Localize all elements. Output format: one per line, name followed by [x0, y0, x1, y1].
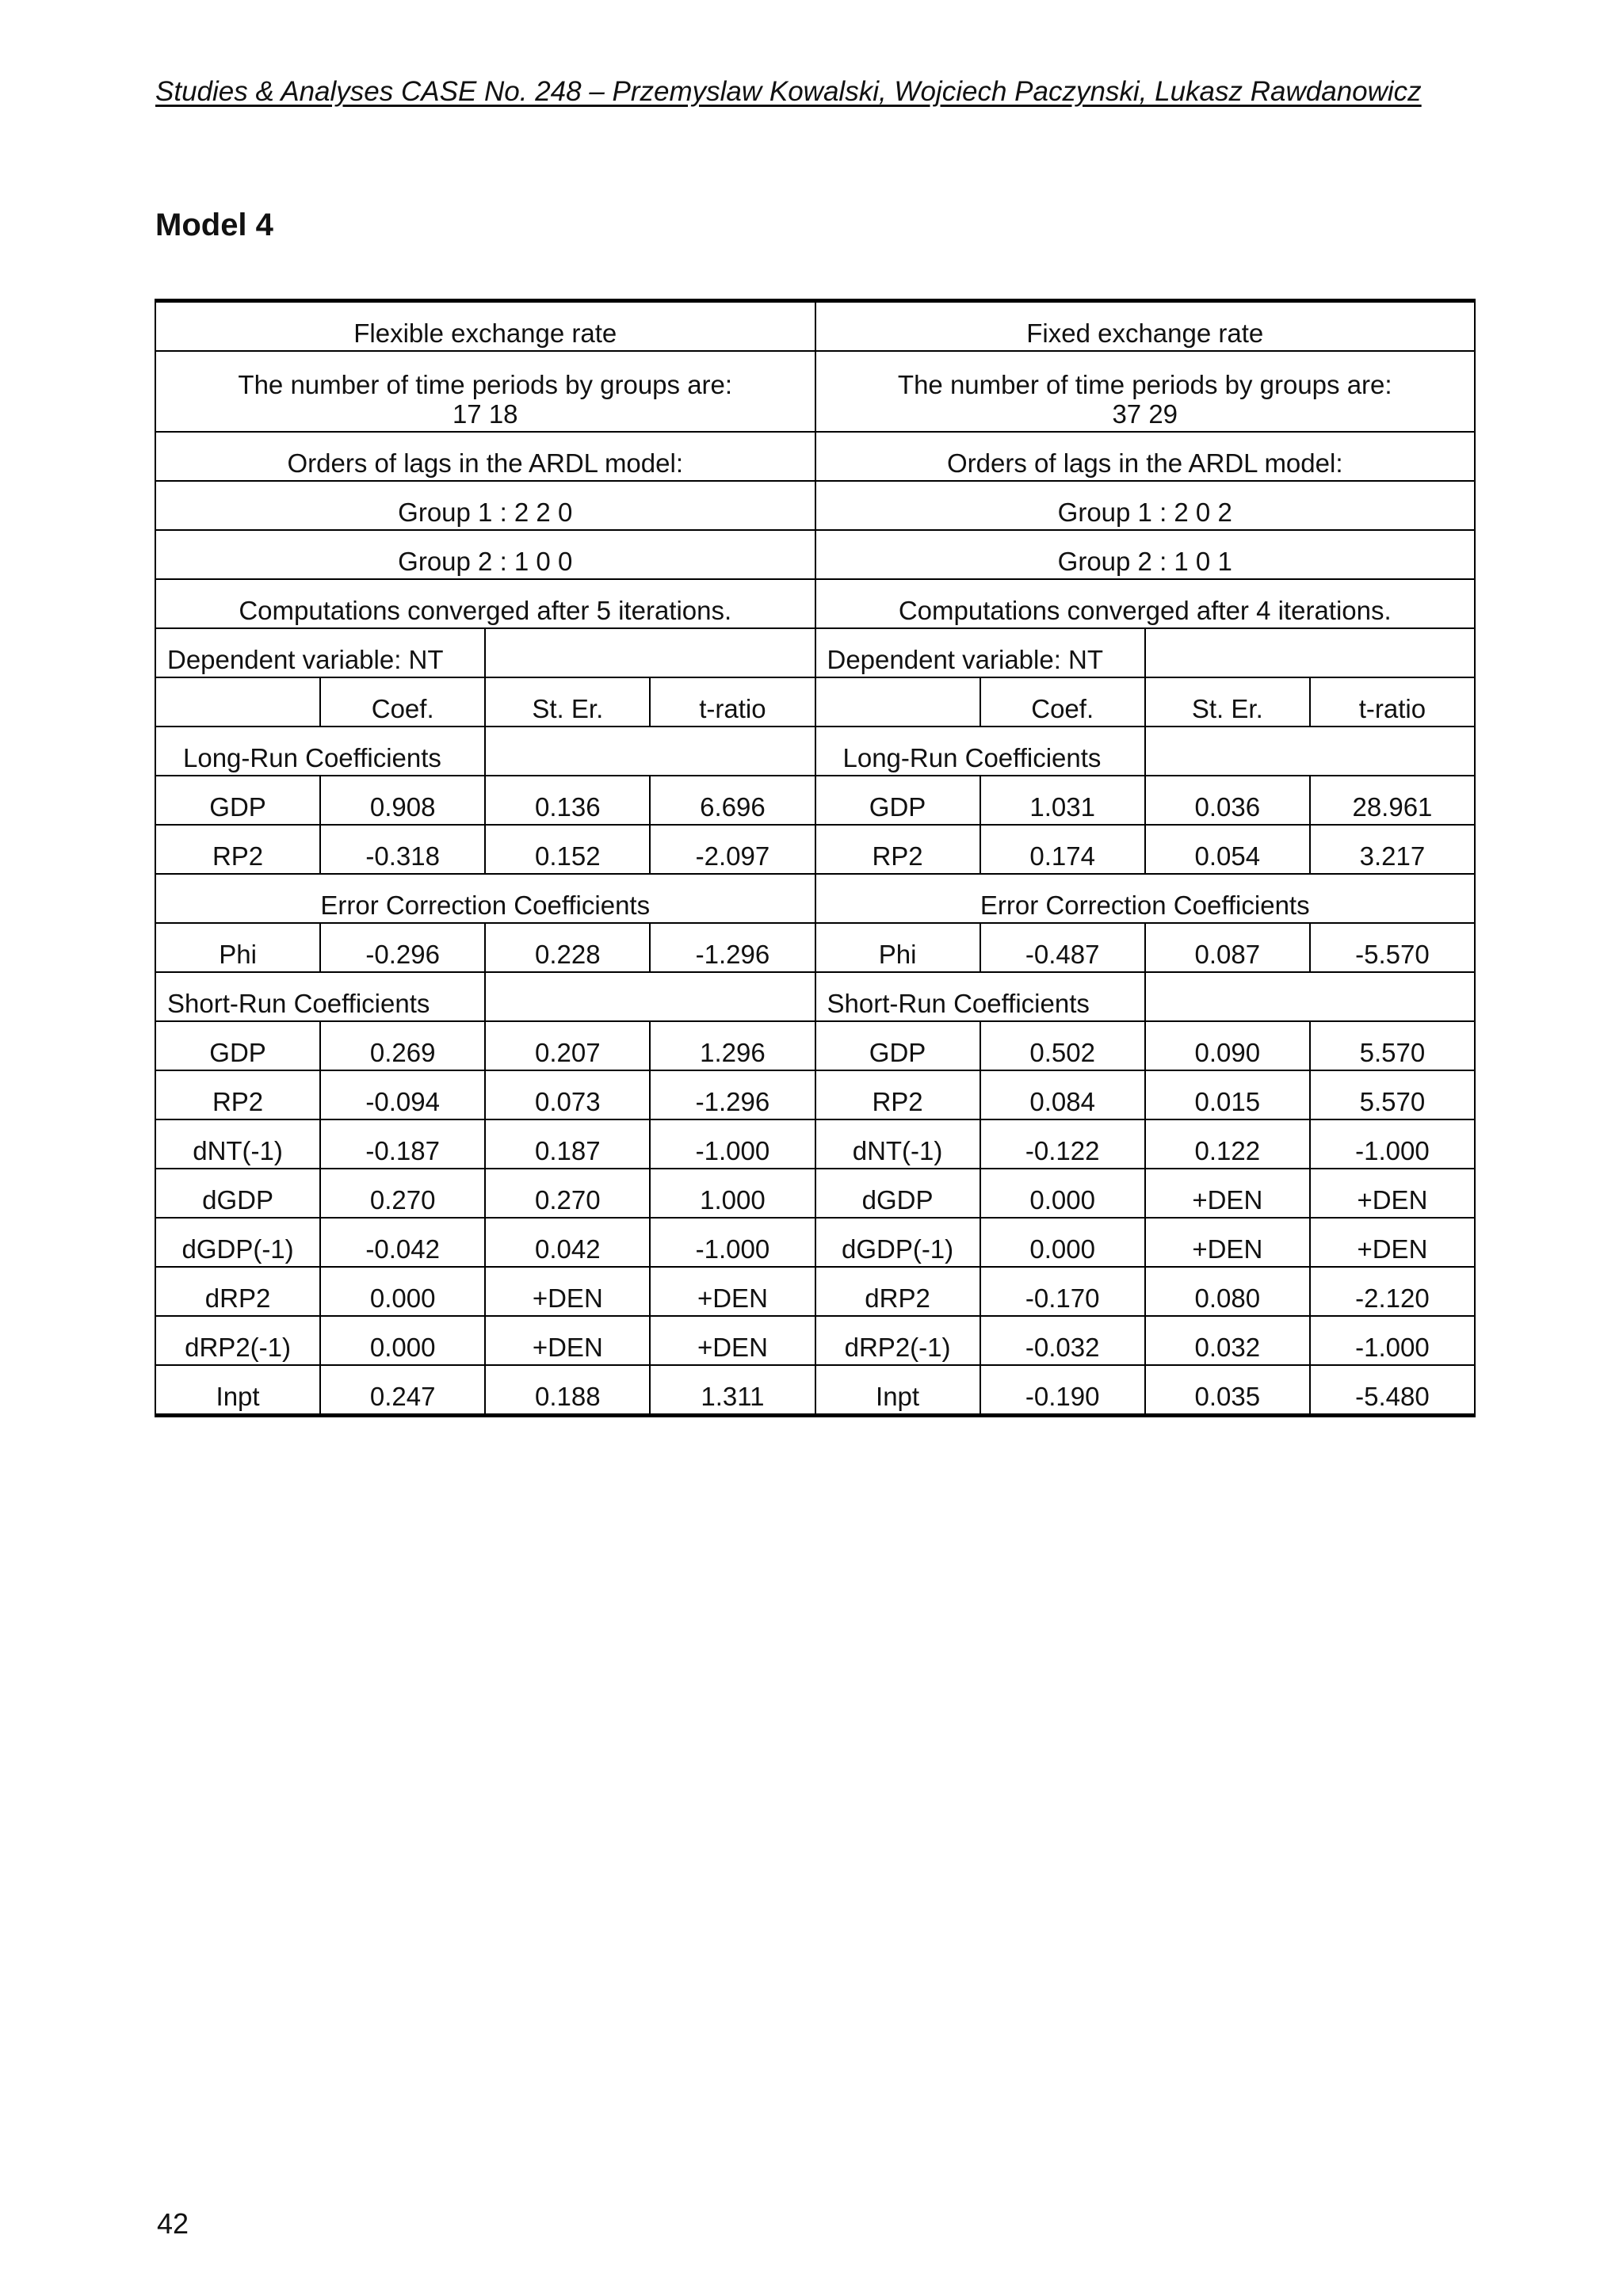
- var-cell: dNT(-1): [155, 1119, 320, 1169]
- t-cell: -2.097: [650, 825, 815, 874]
- table-row: [155, 1070, 1475, 1119]
- var-cell: dRP2(-1): [155, 1316, 320, 1365]
- se-cell: 0.122: [1145, 1119, 1310, 1169]
- table-row: [155, 1365, 1475, 1416]
- t-cell: 28.961: [1310, 776, 1475, 825]
- t-cell: -1.000: [1310, 1119, 1475, 1169]
- t-cell: -1.000: [650, 1119, 815, 1169]
- coef-cell: -0.042: [320, 1218, 485, 1267]
- blank-cell: [485, 628, 815, 677]
- var-cell: GDP: [815, 776, 980, 825]
- coef-cell: -0.296: [320, 923, 485, 972]
- blank-cell: [485, 727, 815, 776]
- periods-label: The number of time periods by groups are:: [897, 370, 1392, 400]
- se-cell: 0.188: [485, 1365, 650, 1416]
- regime-right: Fixed exchange rate: [815, 301, 1476, 352]
- t-cell: 1.311: [650, 1365, 815, 1416]
- se-cell: 0.090: [1145, 1021, 1310, 1070]
- var-cell: GDP: [155, 1021, 320, 1070]
- coef-cell: -0.032: [980, 1316, 1145, 1365]
- coef-cell: -0.190: [980, 1365, 1145, 1416]
- coef-cell: 0.502: [980, 1021, 1145, 1070]
- blank-cell: [485, 972, 815, 1021]
- blank-cell: [815, 677, 980, 727]
- t-cell: +DEN: [1310, 1218, 1475, 1267]
- se-cell: 0.036: [1145, 776, 1310, 825]
- se-cell: 0.032: [1145, 1316, 1310, 1365]
- var-cell: dRP2: [155, 1267, 320, 1316]
- regime-row: [155, 301, 1475, 352]
- col-t-right: t-ratio: [1310, 677, 1475, 727]
- lags-right: Orders of lags in the ARDL model:: [815, 432, 1476, 481]
- coef-cell: -0.094: [320, 1070, 485, 1119]
- var-cell: Phi: [155, 923, 320, 972]
- table-row: [155, 1169, 1475, 1218]
- group2-right: Group 2 : 1 0 1: [815, 530, 1476, 579]
- table-row: [155, 1021, 1475, 1070]
- ecm-title-row: [155, 874, 1475, 923]
- se-cell: 0.015: [1145, 1070, 1310, 1119]
- converged-right: Computations converged after 4 iterations.: [815, 579, 1476, 628]
- long-run-title-right: Long-Run Coefficients: [815, 727, 1145, 776]
- t-cell: -5.570: [1310, 923, 1475, 972]
- t-cell: 1.296: [650, 1021, 815, 1070]
- converged-row: [155, 579, 1475, 628]
- short-run-title-left: Short-Run Coefficients: [155, 972, 485, 1021]
- t-cell: 5.570: [1310, 1021, 1475, 1070]
- se-cell: 0.087: [1145, 923, 1310, 972]
- var-cell: Inpt: [155, 1365, 320, 1416]
- periods-right: [815, 351, 1476, 432]
- coef-cell: -0.187: [320, 1119, 485, 1169]
- coef-cell: -0.170: [980, 1267, 1145, 1316]
- t-cell: +DEN: [650, 1316, 815, 1365]
- results-table: [155, 299, 1476, 1417]
- se-cell: 0.270: [485, 1169, 650, 1218]
- ecm-title-left: Error Correction Coefficients: [155, 874, 815, 923]
- dependent-right: Dependent variable: NT: [815, 628, 1145, 677]
- section-title: Model 4: [155, 208, 273, 242]
- coef-cell: -0.318: [320, 825, 485, 874]
- periods-values: 37 29: [1112, 399, 1178, 429]
- table-row: [155, 1267, 1475, 1316]
- periods-values: 17 18: [452, 399, 518, 429]
- blank-cell: [1145, 727, 1475, 776]
- long-run-title-row: [155, 727, 1475, 776]
- col-coef-right: Coef.: [980, 677, 1145, 727]
- t-cell: -1.296: [650, 923, 815, 972]
- table-row: [155, 1119, 1475, 1169]
- group1-right: Group 1 : 2 0 2: [815, 481, 1476, 530]
- t-cell: +DEN: [1310, 1169, 1475, 1218]
- var-cell: RP2: [155, 825, 320, 874]
- se-cell: +DEN: [485, 1316, 650, 1365]
- col-se-left: St. Er.: [485, 677, 650, 727]
- t-cell: -2.120: [1310, 1267, 1475, 1316]
- t-cell: -1.000: [650, 1218, 815, 1267]
- se-cell: 0.152: [485, 825, 650, 874]
- periods-row: [155, 351, 1475, 432]
- se-cell: +DEN: [1145, 1169, 1310, 1218]
- running-header: Studies & Analyses CASE No. 248 – Przemyslaw Kowalski, Wojciech Paczynski, Lukasz Rawdanowicz: [155, 76, 1422, 107]
- long-run-title-left: Long-Run Coefficients: [155, 727, 485, 776]
- lags-row: [155, 432, 1475, 481]
- t-cell: 5.570: [1310, 1070, 1475, 1119]
- lags-left: Orders of lags in the ARDL model:: [155, 432, 815, 481]
- var-cell: GDP: [155, 776, 320, 825]
- coef-cell: 1.031: [980, 776, 1145, 825]
- se-cell: 0.080: [1145, 1267, 1310, 1316]
- var-cell: dGDP(-1): [815, 1218, 980, 1267]
- coef-cell: 0.270: [320, 1169, 485, 1218]
- page-number: 42: [157, 2207, 189, 2240]
- coef-cell: -0.487: [980, 923, 1145, 972]
- dependent-left: Dependent variable: NT: [155, 628, 485, 677]
- short-run-title-row: [155, 972, 1475, 1021]
- group1-row: [155, 481, 1475, 530]
- var-cell: Phi: [815, 923, 980, 972]
- coef-cell: 0.000: [320, 1267, 485, 1316]
- t-cell: 3.217: [1310, 825, 1475, 874]
- coef-cell: 0.908: [320, 776, 485, 825]
- converged-left: Computations converged after 5 iterations.: [155, 579, 815, 628]
- coef-cell: -0.122: [980, 1119, 1145, 1169]
- col-se-right: St. Er.: [1145, 677, 1310, 727]
- se-cell: 0.228: [485, 923, 650, 972]
- se-cell: +DEN: [485, 1267, 650, 1316]
- var-cell: RP2: [155, 1070, 320, 1119]
- group2-left: Group 2 : 1 0 0: [155, 530, 815, 579]
- coef-cell: 0.084: [980, 1070, 1145, 1119]
- table-row: [155, 825, 1475, 874]
- var-cell: dGDP: [155, 1169, 320, 1218]
- coef-cell: 0.000: [980, 1218, 1145, 1267]
- coef-cell: 0.174: [980, 825, 1145, 874]
- var-cell: RP2: [815, 1070, 980, 1119]
- regime-left: Flexible exchange rate: [155, 301, 815, 352]
- se-cell: 0.042: [485, 1218, 650, 1267]
- se-cell: 0.207: [485, 1021, 650, 1070]
- col-coef-left: Coef.: [320, 677, 485, 727]
- var-cell: GDP: [815, 1021, 980, 1070]
- var-cell: dRP2(-1): [815, 1316, 980, 1365]
- short-run-title-right: Short-Run Coefficients: [815, 972, 1145, 1021]
- t-cell: -1.000: [1310, 1316, 1475, 1365]
- se-cell: 0.187: [485, 1119, 650, 1169]
- table-row: [155, 776, 1475, 825]
- se-cell: 0.035: [1145, 1365, 1310, 1416]
- coef-cell: 0.000: [320, 1316, 485, 1365]
- table-row: [155, 1218, 1475, 1267]
- se-cell: +DEN: [1145, 1218, 1310, 1267]
- group1-left: Group 1 : 2 2 0: [155, 481, 815, 530]
- var-cell: RP2: [815, 825, 980, 874]
- blank-cell: [1145, 972, 1475, 1021]
- periods-label: The number of time periods by groups are:: [238, 370, 733, 400]
- t-cell: +DEN: [650, 1267, 815, 1316]
- table-row: [155, 923, 1475, 972]
- coef-cell: 0.000: [980, 1169, 1145, 1218]
- column-header-row: [155, 677, 1475, 727]
- coef-cell: 0.247: [320, 1365, 485, 1416]
- var-cell: dGDP: [815, 1169, 980, 1218]
- se-cell: 0.073: [485, 1070, 650, 1119]
- t-cell: 6.696: [650, 776, 815, 825]
- t-cell: -5.480: [1310, 1365, 1475, 1416]
- blank-cell: [1145, 628, 1475, 677]
- col-t-left: t-ratio: [650, 677, 815, 727]
- group2-row: [155, 530, 1475, 579]
- t-cell: -1.296: [650, 1070, 815, 1119]
- var-cell: dNT(-1): [815, 1119, 980, 1169]
- var-cell: dGDP(-1): [155, 1218, 320, 1267]
- periods-left: [155, 351, 815, 432]
- var-cell: Inpt: [815, 1365, 980, 1416]
- se-cell: 0.136: [485, 776, 650, 825]
- t-cell: 1.000: [650, 1169, 815, 1218]
- var-cell: dRP2: [815, 1267, 980, 1316]
- table-row: [155, 1316, 1475, 1365]
- ecm-title-right: Error Correction Coefficients: [815, 874, 1476, 923]
- se-cell: 0.054: [1145, 825, 1310, 874]
- coef-cell: 0.269: [320, 1021, 485, 1070]
- blank-cell: [155, 677, 320, 727]
- dependent-row: [155, 628, 1475, 677]
